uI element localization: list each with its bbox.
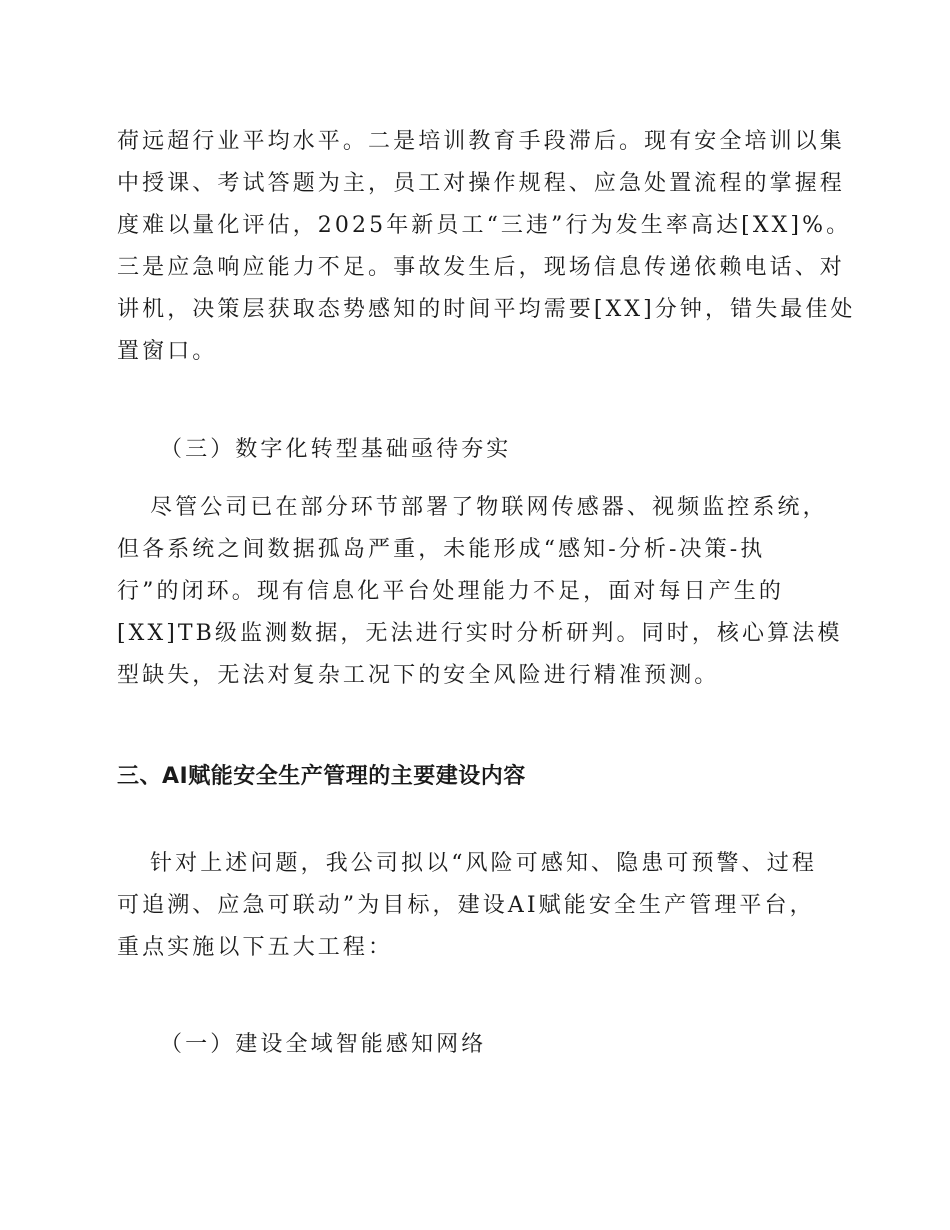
paragraph-line: 型缺失，无法对复杂工况下的安全风险进行精准预测。 [117, 663, 720, 688]
paragraph-line: [XX]TB级监测数据，无法进行实时分析研判。同时，核心算法模 [117, 621, 843, 646]
paragraph-line: 重点实施以下五大工程： [117, 935, 394, 960]
paragraph-line: 讲机，决策层获取态势感知的时间平均需要[XX]分钟，错失最佳处 [117, 297, 856, 322]
paragraph-line: 行”的闭环。现有信息化平台处理能力不足，面对每日产生的 [117, 579, 784, 604]
paragraph-line: 中授课、考试答题为主，员工对操作规程、应急处置流程的掌握程 [117, 171, 845, 196]
paragraph-line: 荷远超行业平均水平。二是培训教育手段滞后。现有安全培训以集 [117, 129, 845, 154]
paragraph-line: 尽管公司已在部分环节部署了物联网传感器、视频监控系统， [150, 495, 828, 520]
paragraph-line: 针对上述问题，我公司拟以“风险可感知、隐患可预警、过程 [150, 851, 817, 876]
paragraph-line: 置窗口。 [117, 339, 218, 364]
paragraph-line: 三是应急响应能力不足。事故发生后，现场信息传递依赖电话、对 [117, 255, 845, 280]
paragraph-line: 可追溯、应急可联动”为目标，建设AI赋能安全生产管理平台， [117, 893, 815, 918]
paragraph-line: 但各系统之间数据孤岛严重，未能形成“感知-分析-决策-执 [117, 537, 766, 562]
subsection-title: （三）数字化转型基础亟待夯实 [160, 437, 512, 462]
section-heading: 三、AI赋能安全生产管理的主要建设内容 [117, 764, 526, 789]
subsection-title: （一）建设全域智能感知网络 [160, 1032, 487, 1057]
paragraph-line: 度难以量化评估，2025年新员工“三违”行为发生率高达[XX]%。 [117, 213, 852, 238]
